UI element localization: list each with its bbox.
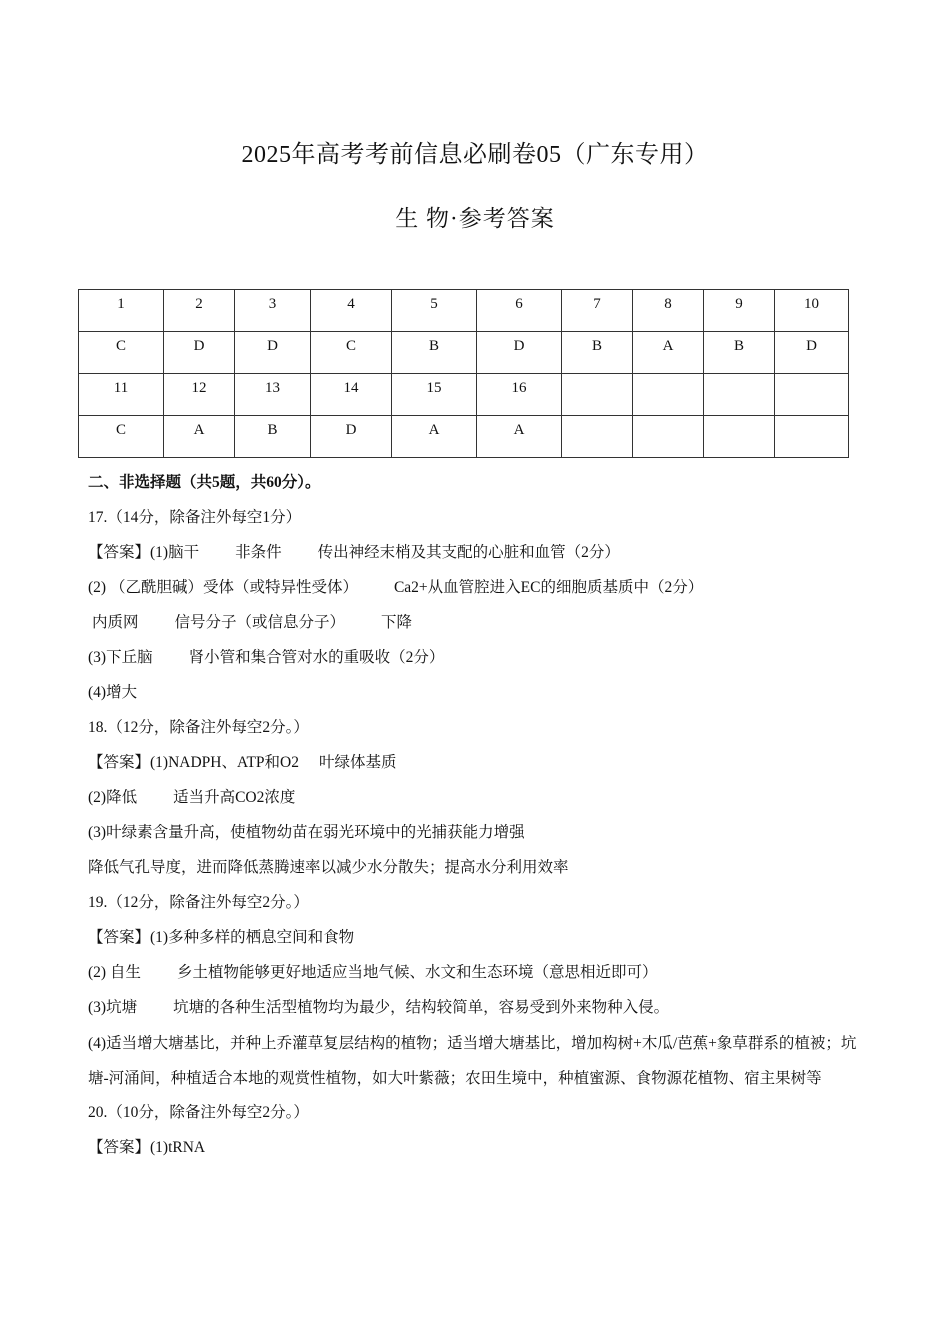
- q18-answer-3: (3)叶绿素含量升高，使植物幼苗在弱光环境中的光捕获能力增强: [88, 824, 525, 841]
- answer-table-cell: 14: [311, 374, 392, 416]
- q17-header: 17.（14分，除备注外每空1分）: [88, 509, 302, 526]
- q18-answer-1: 【答案】(1)NADPH、ATP和O2 叶绿体基质: [88, 754, 397, 771]
- answer-table-cell: [775, 416, 849, 458]
- answer-table-row: [79, 332, 849, 374]
- answer-table-cell: 12: [164, 374, 235, 416]
- answer-table-cell: 13: [235, 374, 311, 416]
- answer-table-cell: 4: [311, 290, 392, 332]
- answer-table-row: [79, 416, 849, 458]
- answer-table-cell: C: [79, 416, 164, 458]
- answer-table-cell: 3: [235, 290, 311, 332]
- q18-answer-4: 降低气孔导度，进而降低蒸腾速率以减少水分散失；提高水分利用效率: [88, 859, 569, 876]
- answer-table-cell: [562, 374, 633, 416]
- q17-answer-5: (4)增大: [88, 684, 138, 701]
- answer-table-cell: D: [477, 332, 562, 374]
- answer-table-cell: [562, 416, 633, 458]
- q17-answer-2: (2) （乙酰胆碱）受体（或特异性受体） Ca2+从血管腔进入EC的细胞质基质中（2分）: [88, 579, 704, 596]
- answer-table-cell: [704, 416, 775, 458]
- answer-table-cell: 5: [392, 290, 477, 332]
- answer-table-cell: [633, 416, 704, 458]
- answer-table-cell: C: [311, 332, 392, 374]
- answer-table-cell: 10: [775, 290, 849, 332]
- q20-header: 20.（10分，除备注外每空2分。）: [88, 1104, 309, 1121]
- answer-table-cell: D: [164, 332, 235, 374]
- answer-table-cell: 2: [164, 290, 235, 332]
- q19-answer-4: (4)适当增大塘基比，并种上乔灌草复层结构的植物；适当增大塘基比，增加构树+木瓜/芭蕉+象草群系的植被；坑塘-河涌间，种植适合本地的观赏性植物，如大叶紫薇；农田生境中，种植蜜源、食物源花植物、宿主果树等: [88, 1035, 857, 1087]
- answer-table-cell: 7: [562, 290, 633, 332]
- answer-table-cell: 9: [704, 290, 775, 332]
- section-heading: 二、非选择题（共5题，共60分）。: [88, 474, 321, 491]
- answer-table-cell: [704, 374, 775, 416]
- answer-table-cell: A: [477, 416, 562, 458]
- q19-header: 19.（12分，除备注外每空2分。）: [88, 894, 309, 911]
- answer-table-cell: 16: [477, 374, 562, 416]
- answer-table-cell: D: [775, 332, 849, 374]
- answer-table-cell: A: [164, 416, 235, 458]
- answer-table-row: [79, 374, 849, 416]
- answer-table-cell: D: [235, 332, 311, 374]
- q20-answer-1: 【答案】(1)tRNA: [88, 1139, 206, 1156]
- answer-body: [88, 472, 868, 1172]
- answer-table-cell: B: [235, 416, 311, 458]
- q17-answer-4: (3)下丘脑 肾小管和集合管对水的重吸收（2分）: [88, 649, 445, 666]
- answer-table-cell: B: [562, 332, 633, 374]
- q19-answer-3: (3)坑塘 坑塘的各种生活型植物均为最少，结构较简单，容易受到外来物种入侵。: [88, 999, 670, 1016]
- q19-answer-1: 【答案】(1)多种多样的栖息空间和食物: [88, 929, 355, 946]
- page-subtitle: 生 物·参考答案: [395, 206, 555, 231]
- page-title: 2025年高考考前信息必刷卷05（广东专用）: [241, 142, 709, 168]
- answer-table-cell: D: [311, 416, 392, 458]
- answer-table-row: [79, 290, 849, 332]
- answer-table-cell: B: [392, 332, 477, 374]
- answer-table-cell: [775, 374, 849, 416]
- answer-table-cell: 8: [633, 290, 704, 332]
- q17-answer-3: 内质网 信号分子（或信息分子） 下降: [92, 614, 413, 631]
- answer-table-cell: 11: [79, 374, 164, 416]
- answer-table-cell: [633, 374, 704, 416]
- q18-answer-2: (2)降低 适当升高CO2浓度: [88, 789, 296, 806]
- answer-table-cell: 6: [477, 290, 562, 332]
- q19-answer-2: (2) 自生 乡土植物能够更好地适应当地气候、水文和生态环境（意思相近即可）: [88, 964, 658, 981]
- answer-table-cell: B: [704, 332, 775, 374]
- answer-table-cell: 15: [392, 374, 477, 416]
- answer-table-cell: A: [392, 416, 477, 458]
- q17-answer-1: 【答案】(1)脑干 非条件 传出神经末梢及其支配的心脏和血管（2分）: [88, 544, 620, 561]
- answer-table: [78, 289, 849, 458]
- q18-header: 18.（12分，除备注外每空2分。）: [88, 719, 309, 736]
- answer-table-cell: A: [633, 332, 704, 374]
- answer-table-cell: 1: [79, 290, 164, 332]
- answer-table-cell: C: [79, 332, 164, 374]
